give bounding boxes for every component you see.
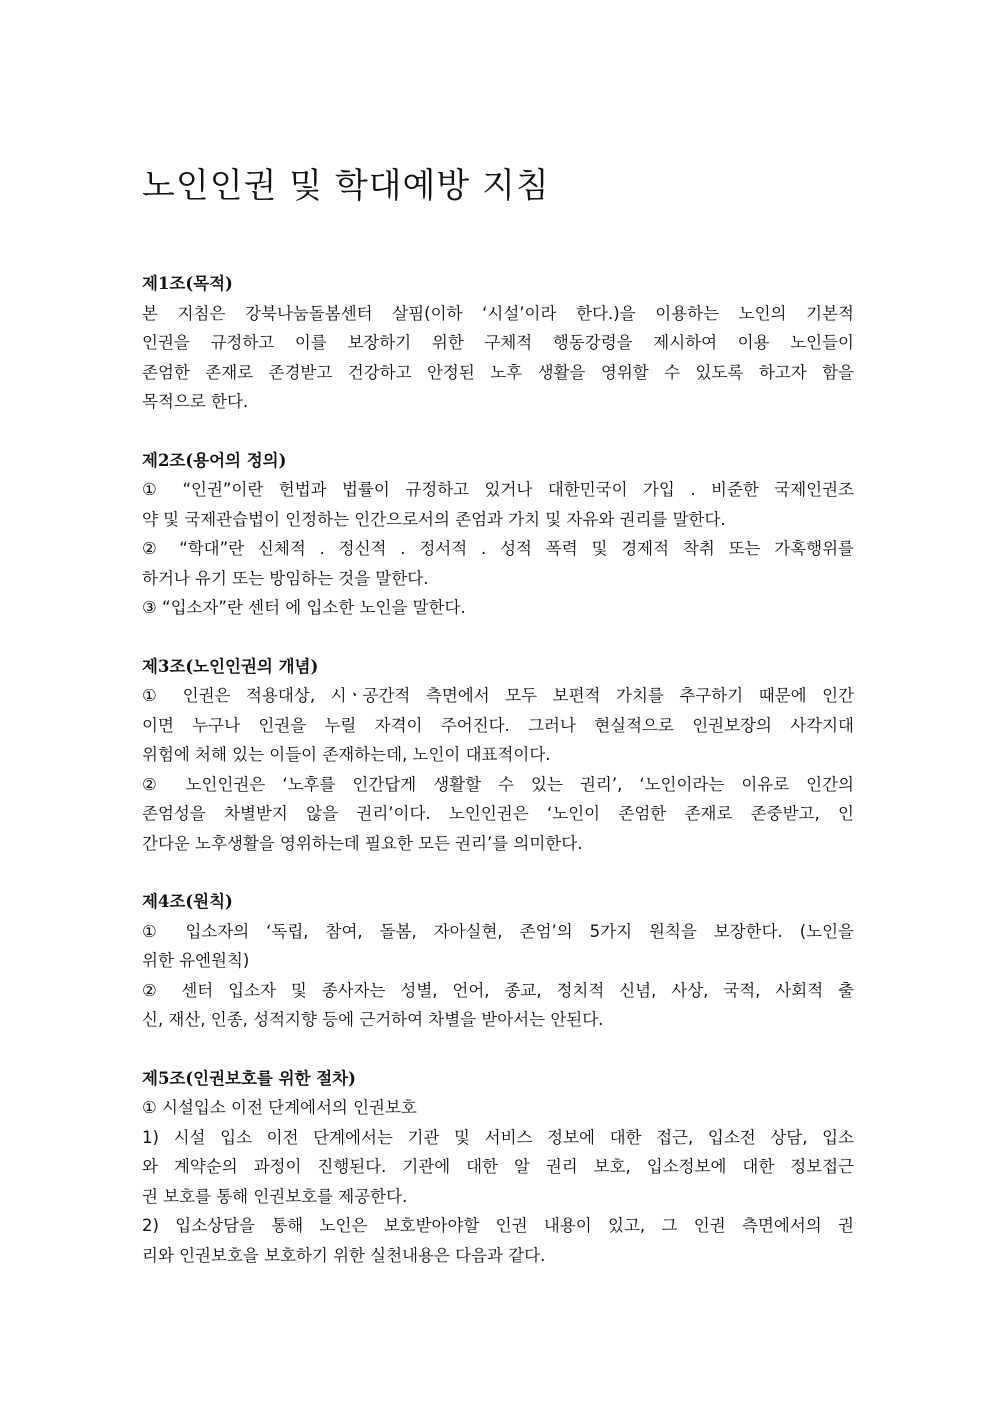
article-paragraph (142, 681, 854, 770)
article-1 (142, 269, 854, 417)
article-paragraph (142, 976, 854, 1035)
text-line: ① 시설입소 이전 단계에서의 인권보호 (142, 1098, 417, 1117)
text-line: 이면 누구나 인권을 누릴 자격이 주어진다. 그러나 현실적으로 인권보장의 사각지대 (142, 715, 854, 735)
text-line: ② 노인인권은 ‘노후를 인간답게 생활할 수 있는 권리’, ‘노인이라는 이유로 인간의 (142, 774, 854, 794)
article-paragraph (142, 534, 854, 593)
text-line: 존엄성을 차별받지 않을 권리’이다. 노인인권은 ‘노인이 존엄한 존재로 존중받고, 인 (142, 804, 854, 823)
text-line: 간다운 노후생활을 영위하는데 필요한 모든 권리’를 의미한다. (142, 833, 583, 853)
article-5 (142, 1064, 854, 1271)
text-line: 인권을 규정하고 이를 보장하기 위한 구체적 행동강령을 제시하여 이용 노인들이 (142, 333, 854, 352)
text-line: ② “학대”란 신체적 . 정신적 . 정서적 . 성적 폭력 및 경제적 착취 또는 가혹행위를 (142, 539, 854, 558)
article-3 (142, 652, 854, 859)
article-heading: 제4조(원칙) (142, 892, 233, 911)
text-line: 리와 인권보호을 보호하기 위한 실천내용은 다음과 같다. (142, 1245, 546, 1265)
article-2 (142, 446, 854, 623)
text-line: 본 지침은 강북나눔돌봄센터 살핌(이하 ‘시설’이라 한다.)을 이용하는 노인의 기본적 (142, 303, 854, 323)
text-line: ③ “입소자”란 센터 에 입소한 노인을 말한다. (142, 598, 466, 617)
text-line: 1) 시설 입소 이전 단계에서는 기관 및 서비스 정보에 대한 접근, 입소전 상담, 입소 (142, 1127, 854, 1147)
article-heading: 제3조(노인인권의 개념) (142, 656, 319, 676)
article-paragraph (142, 1093, 854, 1123)
text-line: 와 계약순의 과정이 진행된다. 기관에 대한 알 권리 보호, 입소정보에 대한 정보접근 (142, 1157, 854, 1176)
document-body (142, 269, 854, 1299)
article-paragraph (142, 1123, 854, 1212)
text-line: 위한 유엔원칙) (142, 951, 250, 970)
article-heading: 제5조(인권보호를 위한 절차) (142, 1068, 356, 1088)
document-title: 노인인권 및 학대예방 지침 (142, 166, 550, 206)
article-paragraph (142, 770, 854, 859)
article-4 (142, 887, 854, 1035)
article-heading: 제1조(목적) (142, 274, 233, 293)
article-paragraph (142, 475, 854, 534)
text-line: 위험에 처해 있는 이들이 존재하는데, 노인이 대표적이다. (142, 745, 551, 764)
article-heading: 제2조(용어의 정의) (142, 450, 287, 470)
article-paragraph (142, 1211, 854, 1270)
article-paragraph (142, 593, 854, 623)
text-line: 목적으로 한다. (142, 392, 249, 411)
text-line: 약 및 국제관습법이 인정하는 인간으로서의 존엄과 가치 및 자유와 권리를 말한다. (142, 509, 726, 529)
article-paragraph (142, 917, 854, 976)
text-line: ① “인권”이란 헌법과 법률이 규정하고 있거나 대한민국이 가입 . 비준한 국제인권조 (142, 480, 854, 499)
text-line: 2) 입소상담을 통해 노인은 보호받아야할 인권 내용이 있고, 그 인권 측면에서의 권 (142, 1216, 854, 1235)
text-line: 권 보호를 통해 인권보호를 제공한다. (142, 1186, 408, 1206)
text-line: 존엄한 존재로 존경받고 건강하고 안정된 노후 생활을 영위할 수 있도록 하고자 함을 (142, 362, 854, 382)
text-line: 신, 재산, 인종, 성적지향 등에 근거하여 차별을 받아서는 안된다. (142, 1010, 604, 1029)
text-line: ① 인권은 적용대상, 시ㆍ공간적 측면에서 모두 보편적 가치를 추구하기 때문에 인간 (142, 686, 854, 705)
text-line: 하거나 유기 또는 방임하는 것을 말한다. (142, 568, 429, 588)
article-paragraph (142, 299, 854, 417)
text-line: ② 센터 입소자 및 종사자는 성별, 언어, 종교, 정치적 신념, 사상, 국적, 사회적 출 (142, 980, 854, 1000)
text-line: ① 입소자의 ‘독립, 참여, 돌봄, 자아실현, 존엄’의 5가지 원칙을 보장한다. (노인을 (142, 921, 854, 941)
